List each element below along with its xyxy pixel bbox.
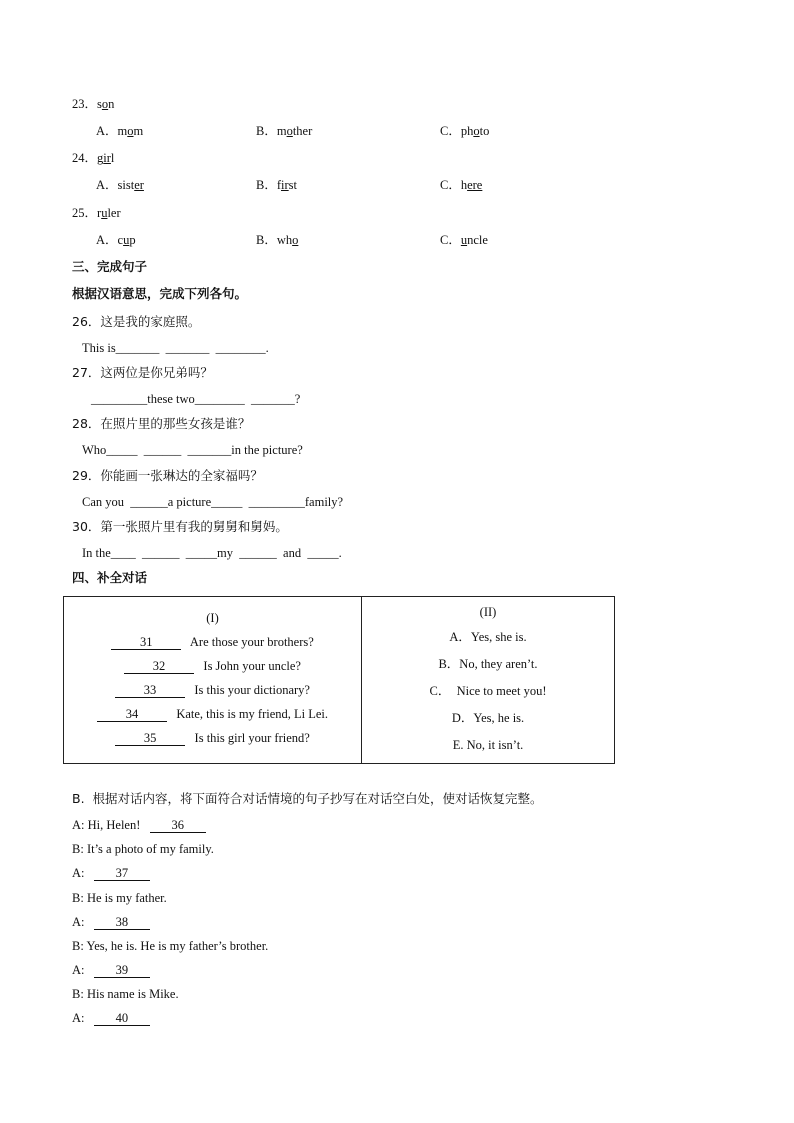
speaker-label: A: (72, 963, 85, 977)
speaker-label: B: (72, 842, 84, 856)
table-row (64, 706, 361, 722)
matching-table (63, 596, 615, 764)
q23-option-b (256, 123, 312, 139)
q25-option-a (96, 232, 136, 248)
option-row: E. No, it isn’t. (452, 738, 524, 752)
answer-blank[interactable]: 36 (150, 818, 206, 833)
stem-text: s (97, 97, 102, 111)
q29-english-blanks: Can you ______a picture_____ _________family? (82, 495, 344, 509)
q23-option-c (440, 123, 489, 139)
stem-text: ler (107, 206, 121, 220)
option-label: C． (440, 233, 461, 247)
option-underlined: u (123, 233, 130, 247)
option-underlined: u (460, 233, 468, 247)
row-text: Is John your uncle? (203, 659, 301, 673)
option-text: f (276, 178, 282, 192)
question-number: 25． (72, 206, 98, 220)
table-column-right (362, 597, 614, 763)
dialogue-line (72, 1010, 150, 1026)
option-underlined: er (134, 178, 144, 192)
dialogue-line (72, 865, 150, 881)
option-text: ncle (467, 233, 488, 247)
answer-blank[interactable]: 32 (124, 659, 194, 674)
answer-blank[interactable]: 38 (94, 915, 150, 930)
dialogue-text: Yes, he is. He is my father’s brother. (86, 939, 269, 953)
option-label: A． (96, 233, 118, 247)
answer-blank[interactable]: 37 (94, 866, 150, 881)
dialogue-line (72, 817, 206, 833)
option-underlined: o (473, 124, 480, 138)
option-label: A． (96, 178, 118, 192)
section-3-title: 三、完成句子 (72, 259, 148, 274)
q26-chinese: 26．这是我的家庭照。 (72, 314, 201, 329)
option-underlined: ir (281, 178, 289, 192)
q25-option-b (256, 232, 298, 248)
q24-option-a (96, 177, 144, 193)
dialogue-line (72, 962, 150, 978)
stem-underlined: ir (103, 151, 111, 165)
question-number: 23． (72, 97, 98, 111)
speaker-label: B: (72, 939, 84, 953)
table-row (64, 634, 361, 650)
row-text: Is this girl your friend? (194, 731, 310, 745)
q30-chinese: 30．第一张照片里有我的舅舅和舅妈。 (72, 519, 288, 534)
question-24-stem (72, 150, 114, 166)
q30-english-blanks: In the____ ______ _____my ______ and _____. (82, 546, 342, 560)
option-label: B． (256, 124, 277, 138)
speaker-label: B: (72, 891, 84, 905)
answer-blank[interactable]: 40 (94, 1011, 150, 1026)
option-label: C． (440, 178, 461, 192)
option-text: st (288, 178, 297, 192)
q24-option-b (256, 177, 297, 193)
q27-english-blanks: _________these two________ _______? (91, 392, 301, 406)
speaker-label: A: (72, 866, 85, 880)
option-text: p (129, 233, 136, 247)
q29-chinese: 29．你能画一张琳达的全家福吗？ (72, 468, 263, 483)
option-label: A． (96, 124, 118, 138)
q26-english-blanks: This is_______ _______ ________. (82, 341, 269, 355)
dialogue-text: Hi, Helen! (87, 818, 141, 832)
table-row (64, 658, 361, 674)
option-row: A．Yes, she is. (449, 630, 527, 644)
q28-chinese: 28．在照片里的那些女孩是谁？ (72, 416, 251, 431)
dialogue-text: It’s a photo of my family. (86, 842, 214, 856)
speaker-label: A: (72, 1011, 85, 1025)
option-underlined: ere (467, 178, 483, 192)
speaker-label: A: (72, 915, 85, 929)
option-text: ther (292, 124, 313, 138)
answer-blank[interactable]: 35 (115, 731, 185, 746)
option-row: D．Yes, he is. (451, 711, 525, 725)
row-text: Are those your brothers? (189, 635, 314, 649)
stem-text: n (108, 97, 115, 111)
option-underlined: o (127, 124, 134, 138)
answer-blank[interactable]: 39 (94, 963, 150, 978)
stem-text: g (97, 151, 104, 165)
stem-underlined: o (101, 97, 109, 111)
option-text: wh (276, 233, 293, 247)
table-column-left (64, 597, 361, 763)
option-text: c (117, 233, 124, 247)
dialogue-line (72, 841, 214, 857)
answer-blank[interactable]: 31 (111, 635, 181, 650)
answer-blank[interactable]: 33 (115, 683, 185, 698)
option-row: C． Nice to meet you! (429, 684, 547, 698)
q23-option-a (96, 123, 143, 139)
dialogue-line (72, 890, 167, 906)
row-text: Is this your dictionary? (194, 683, 310, 697)
q28-english-blanks: Who_____ ______ _______in the picture? (82, 443, 303, 457)
question-23-stem (72, 96, 114, 112)
dialogue-line (72, 938, 268, 954)
question-number: 24． (72, 151, 98, 165)
option-text: to (479, 124, 490, 138)
q25-option-c (440, 232, 488, 248)
dialogue-line (72, 914, 150, 930)
answer-blank[interactable]: 34 (97, 707, 167, 722)
option-underlined: o (286, 124, 293, 138)
option-label: C． (440, 124, 461, 138)
left-header: (I) (206, 611, 219, 625)
section-4-title: 四、补全对话 (72, 570, 148, 585)
option-text: m (117, 124, 128, 138)
option-label: B． (256, 233, 277, 247)
dialogue-text: His name is Mike. (86, 987, 179, 1001)
option-text: m (133, 124, 144, 138)
option-text: sist (117, 178, 135, 192)
speaker-label: B: (72, 987, 84, 1001)
speaker-label: A: (72, 818, 85, 832)
option-text: ph (460, 124, 474, 138)
option-text: m (276, 124, 287, 138)
row-text: Kate, this is my friend, Li Lei. (176, 707, 329, 721)
table-row (64, 682, 361, 698)
question-25-stem (72, 205, 121, 221)
part-b-instruction: B. 根据对话内容，将下面符合对话情境的句子抄写在对话空白处，使对话恢复完整。 (72, 791, 543, 806)
q24-option-c (440, 177, 482, 193)
right-header: (II) (479, 605, 497, 619)
option-row: B．No, they aren’t. (438, 657, 538, 671)
section-3-instruction: 根据汉语意思，完成下列各句。 (72, 286, 248, 301)
stem-text: l (110, 151, 115, 165)
stem-underlined: u (101, 206, 108, 220)
option-label: B． (256, 178, 277, 192)
dialogue-line (72, 986, 179, 1002)
option-underlined: o (292, 233, 299, 247)
table-row (64, 730, 361, 746)
q27-chinese: 27．这两位是你兄弟吗？ (72, 365, 213, 380)
dialogue-text: He is my father. (86, 891, 167, 905)
stem-text: r (97, 206, 102, 220)
option-text: h (460, 178, 468, 192)
